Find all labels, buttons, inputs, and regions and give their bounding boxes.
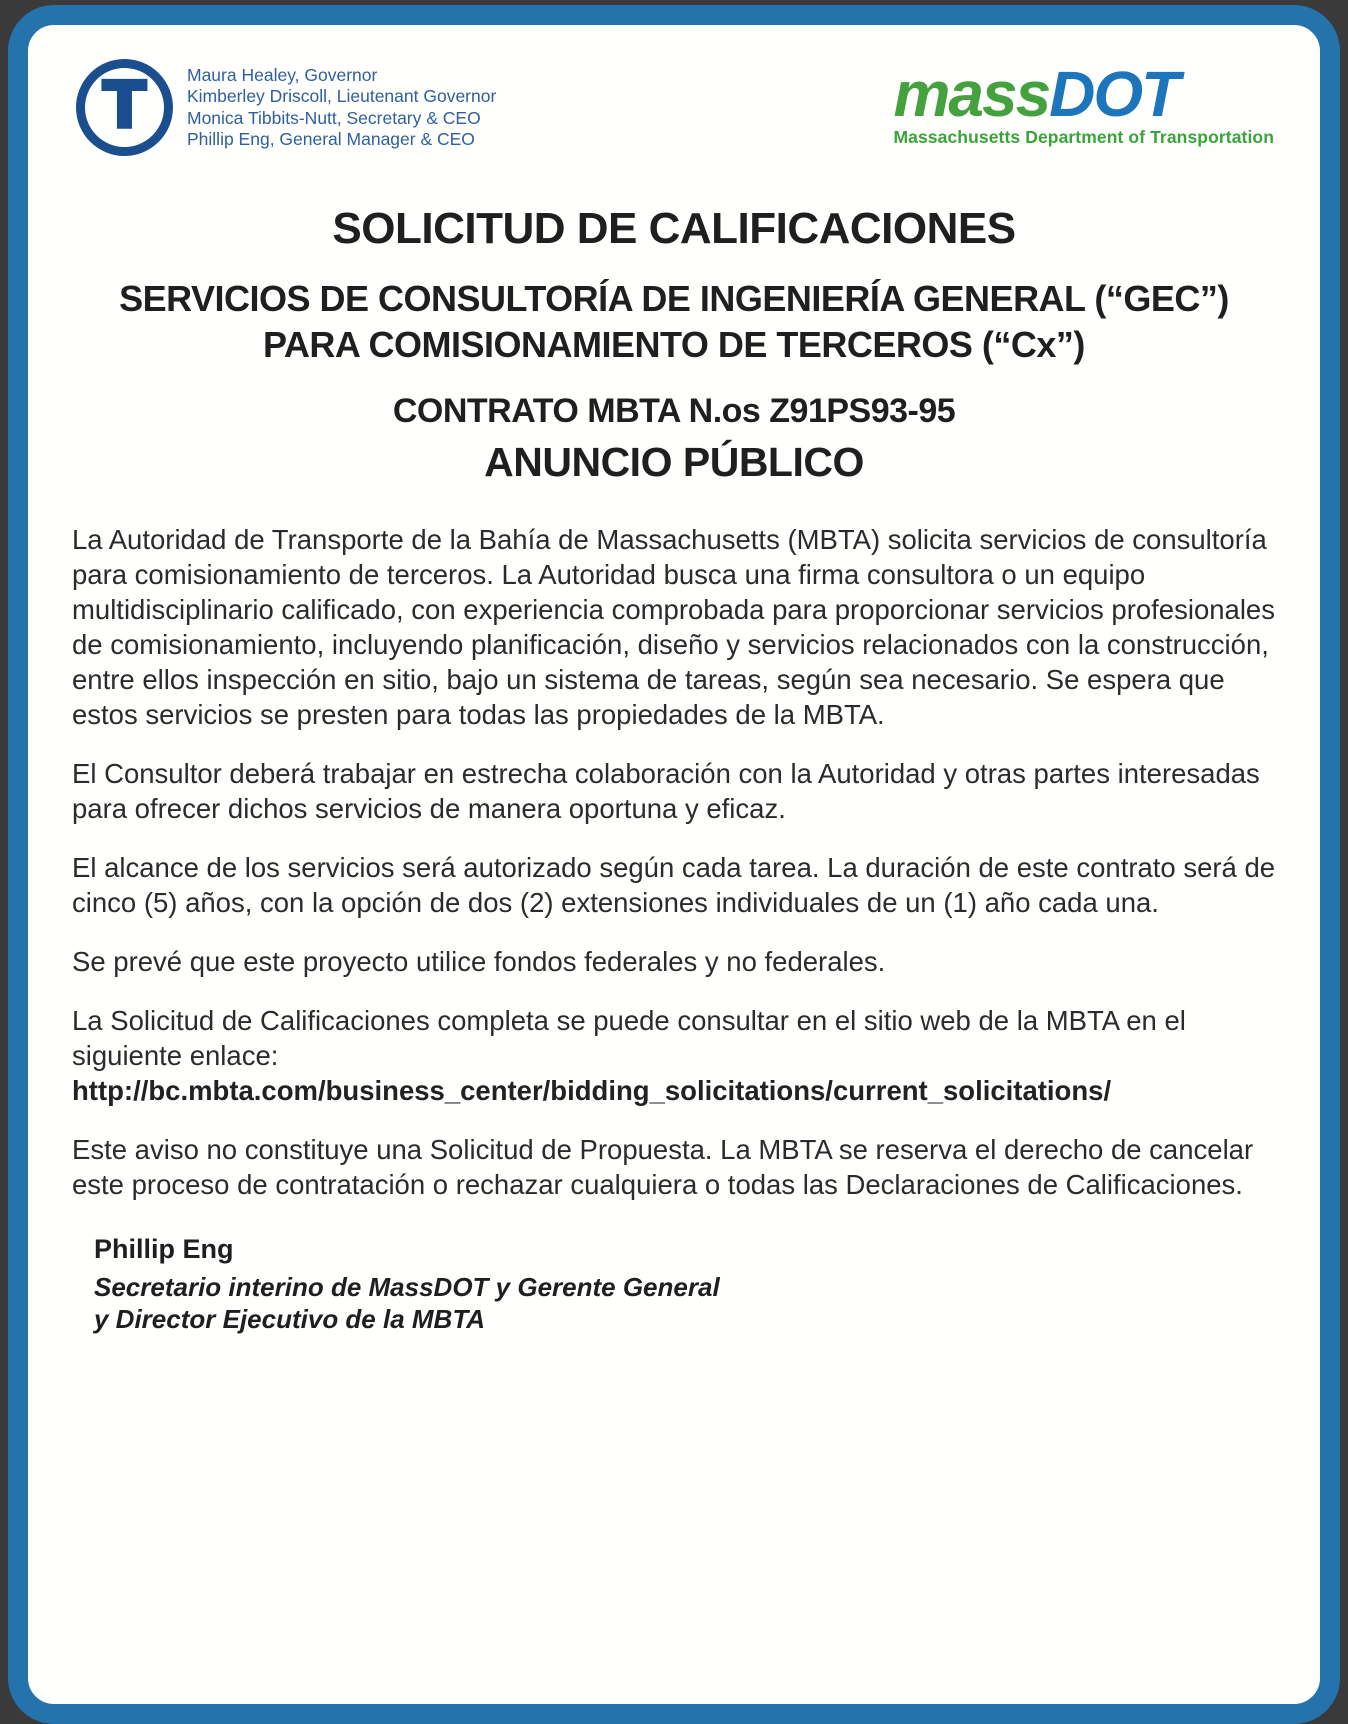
official-lt-governor: Kimberley Driscoll, Lieutenant Governor — [187, 86, 497, 106]
announcement-page — [8, 5, 1340, 1724]
body-text — [72, 522, 1276, 1202]
massdot-tagline: Massachusetts Department of Transportation — [893, 127, 1274, 147]
paragraph-overview: La Autoridad de Transporte de la Bahía de Massachusetts (MBTA) solicita servicios de consultoría para comisionamiento de terceros. La Autoridad busca una firma consultora o un equipo multidisciplinario calificado, con experiencia comprobada para proporcionar servicios profesionales de comisionamiento, incluyendo planificación, diseño y servicios relacionados con la construcción, entre ellos inspección en sitio, bajo un sistema de tareas, según sea necesario. Se espera que estos servicios se presten para todas las propiedades de la MBTA. — [72, 524, 1275, 730]
title-block — [72, 204, 1276, 486]
official-secretary: Monica Tibbits-Nutt, Secretary & CEO — [187, 107, 481, 128]
paragraph-rfq-link-intro: La Solicitud de Calificaciones completa se puede consultar en el sitio web de la MBTA en el siguiente enlace: — [72, 1005, 1186, 1071]
signature-block — [72, 1234, 1276, 1335]
page-title: SOLICITUD DE CALIFICACIONES — [332, 204, 1016, 253]
signature-title-line-1: Secretario interino de MassDOT y Gerente General — [94, 1272, 720, 1302]
massdot-logo — [893, 58, 1274, 148]
paragraph-disclaimer: Este aviso no constituye una Solicitud de Propuesta. La MBTA se reserva el derecho de cancelar este proceso de contratación o rechazar cualquiera o todas las Declaraciones de Calificaciones. — [72, 1134, 1254, 1200]
page-content — [28, 25, 1320, 1335]
subtitle-line-1: SERVICIOS DE CONSULTORÍA DE INGENIERÍA GENERAL (“GEC”) — [119, 278, 1229, 319]
paragraph-funding: Se prevé que este proyecto utilice fondos federales y no federales. — [72, 946, 886, 977]
mbta-t-letter: T — [102, 68, 147, 143]
header — [72, 59, 1276, 156]
contract-number: CONTRATO MBTA N.os Z91PS93-95 — [392, 392, 956, 430]
official-gm: Phillip Eng, General Manager & CEO — [187, 129, 475, 149]
mbta-brand-block — [76, 59, 496, 156]
massdot-dot-text: DOT — [1049, 58, 1179, 130]
announcement-heading: ANUNCIO PÚBLICO — [484, 439, 864, 485]
mbta-t-logo-icon — [76, 59, 173, 156]
officials-list — [187, 65, 496, 151]
massdot-wordmark — [893, 58, 1274, 130]
subtitle-line-2: PARA COMISIONAMIENTO DE TERCEROS (“Cx”) — [263, 324, 1085, 365]
signature-title-line-2: y Director Ejecutivo de la MBTA — [94, 1304, 486, 1334]
paragraph-scope: El alcance de los servicios será autorizado según cada tarea. La duración de este contrato será de cinco (5) años, con la opción de dos (2) extensiones individuales de un (1) año cada una. — [72, 852, 1276, 918]
paragraph-consultant: El Consultor deberá trabajar en estrecha colaboración con la Autoridad y otras partes interesadas para ofrecer dichos servicios de manera oportuna y eficaz. — [72, 758, 1260, 824]
massdot-mass-text: mass — [893, 58, 1050, 130]
solicitations-url[interactable]: http://bc.mbta.com/business_center/bidding_solicitations/current_solicitations/ — [72, 1075, 1112, 1106]
official-governor: Maura Healey, Governor — [187, 64, 378, 85]
signature-name: Phillip Eng — [94, 1234, 234, 1264]
page-subtitle — [72, 276, 1276, 368]
